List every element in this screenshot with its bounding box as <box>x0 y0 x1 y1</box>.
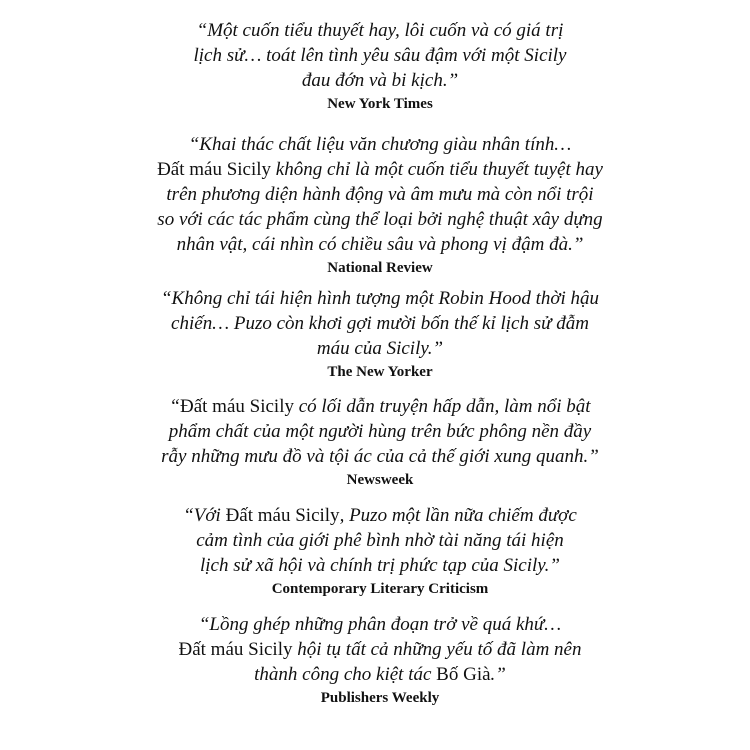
book-title-text: Đất máu Sicily <box>157 159 276 180</box>
quote-text: .” <box>490 664 506 685</box>
quote-text: đau đớn và bi kịch.” <box>301 70 459 91</box>
quote-line <box>100 444 660 469</box>
quote-text: máu của Sicily.” <box>316 338 444 359</box>
quote-text: thành công cho kiệt tác <box>254 664 437 685</box>
book-title-text: Đất máu Sicily <box>178 639 298 660</box>
quote-source: National Review <box>327 260 433 276</box>
quote-line <box>100 232 660 257</box>
quote-text: , Puzo một lần nữa chiếm được <box>339 505 577 526</box>
quote-source: Contemporary Literary Criticism <box>271 581 489 597</box>
quote-line <box>100 18 660 43</box>
quote-text: “Khai thác chất liệu văn chương giàu nhân tính… <box>188 134 572 155</box>
quote-text: lịch sử… toát lên tình yêu sâu đậm với một Sicily <box>193 45 567 66</box>
quote-line <box>100 637 660 662</box>
quote-text: “Một cuốn tiểu thuyết hay, lôi cuốn và có giá trị <box>196 20 564 41</box>
quote-text: rẫy những mưu đồ và tội ác của cả thế giới xung quanh.” <box>161 446 599 467</box>
quote-text: “Với <box>183 505 226 526</box>
quote-source: The New Yorker <box>327 364 433 380</box>
quote-line <box>100 68 660 93</box>
quote-text: so với các tác phẩm cùng thể loại bởi nghệ thuật xây dựng <box>157 209 603 230</box>
quote-line <box>100 394 660 419</box>
quote-line <box>100 528 660 553</box>
quote-line <box>100 553 660 578</box>
quote-block <box>100 18 660 115</box>
quote-text: “Lồng ghép những phân đoạn trở về quá khứ… <box>198 614 562 635</box>
book-title-text: Đất máu Sicily <box>225 505 340 526</box>
quote-text: “ <box>169 396 180 417</box>
quote-text: chiến… Puzo còn khơi gợi mười bốn thế kỉ lịch sử đẫm <box>171 313 589 334</box>
quote-text: cảm tình của giới phê bình nhờ tài năng tái hiện <box>196 530 564 551</box>
quote-line <box>100 43 660 68</box>
quote-line <box>100 419 660 444</box>
quote-text: trên phương diện hành động và âm mưu mà còn nổi trội <box>166 184 594 205</box>
quote-text: có lối dẫn truyện hấp dẫn, làm nổi bật <box>298 396 591 417</box>
quote-text: không chỉ là một cuốn tiểu thuyết tuyệt hay <box>275 159 603 180</box>
quote-line <box>100 503 660 528</box>
book-title-text: Bố Già <box>436 664 491 685</box>
quote-text: lịch sử xã hội và chính trị phức tạp của Sicily.” <box>199 555 561 576</box>
quote-line <box>100 157 660 182</box>
quote-block <box>100 132 660 279</box>
quote-block <box>100 394 660 491</box>
quote-line <box>100 132 660 157</box>
quote-line <box>100 336 660 361</box>
quote-line <box>100 662 660 687</box>
quote-line <box>100 182 660 207</box>
quote-block <box>100 612 660 709</box>
quote-text: phẩm chất của một người hùng trên bức phông nền đầy <box>168 421 592 442</box>
quote-block <box>100 286 660 383</box>
quote-source: New York Times <box>327 96 433 112</box>
quote-line <box>100 311 660 336</box>
quote-source: Publishers Weekly <box>320 690 440 706</box>
quote-text: nhân vật, cái nhìn có chiều sâu và phong vị đậm đà.” <box>176 234 584 255</box>
quote-text: “Không chỉ tái hiện hình tượng một Robin Hood thời hậu <box>160 288 600 309</box>
quote-text: hội tụ tất cả những yếu tố đã làm nên <box>297 639 582 660</box>
quote-line <box>100 207 660 232</box>
quote-line <box>100 612 660 637</box>
quote-source: Newsweek <box>346 472 414 488</box>
book-title-text: Đất máu Sicily <box>180 396 299 417</box>
quote-block <box>100 503 660 600</box>
quote-line <box>100 286 660 311</box>
